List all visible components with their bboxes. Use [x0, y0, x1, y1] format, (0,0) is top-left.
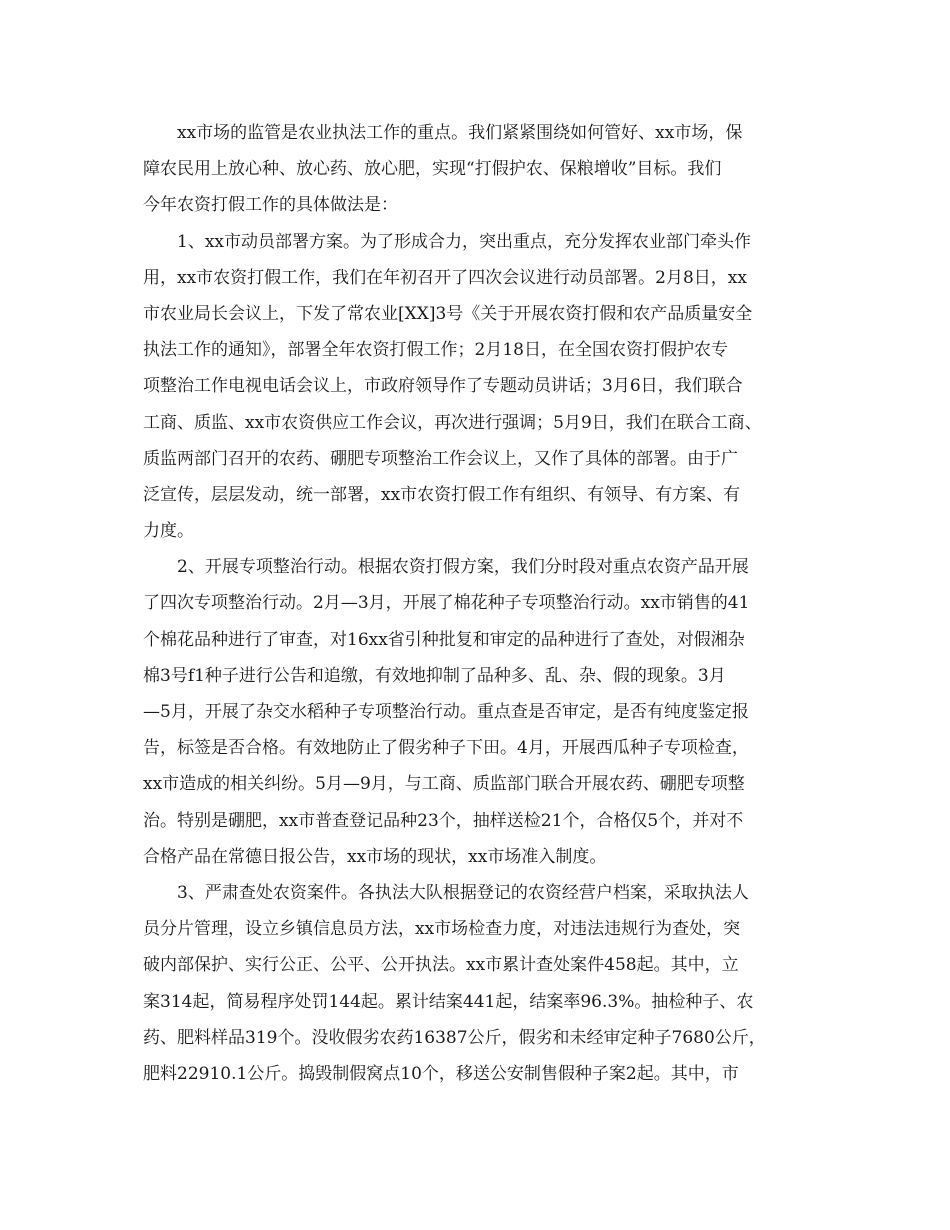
- paragraph-1-line-3: 今年农资打假工作的具体做法是：: [143, 195, 398, 216]
- paragraph-3-line-6: 告，标签是否合格。有效地防止了假劣种子下田。4月，开展西瓜种子专项检查，: [143, 738, 749, 759]
- paragraph-1-line-1: xx市场的监管是农业执法工作的重点。我们紧紧围绕如何管好、xx市场，保: [177, 123, 743, 143]
- paragraph-2-line-9: 力度。: [143, 521, 194, 542]
- paragraph-3-line-8: 治。特别是硼肥，xx市普查登记品种23个，抽样送检21个，合格仅5个，并对不: [143, 810, 744, 831]
- paragraph-2-line-8: 泛宣传，层层发动，统一部署，xx市农资打假工作有组织、有领导、有方案、有: [143, 484, 741, 505]
- paragraph-2-line-4: 执法工作的通知》，部署全年农资打假工作；2月18日，在全国农资打假护农专: [143, 340, 728, 361]
- paragraph-2-line-5: 项整治工作电视电话会议上，市政府领导作了专题动员讲话；3月6日，我们联合: [143, 376, 743, 397]
- paragraph-2-line-3: 市农业局长会议上，下发了常农业[XX]3号《关于开展农资打假和农产品质量安全: [143, 303, 753, 324]
- document-body: [143, 115, 823, 1092]
- paragraph-4-line-6: 肥料22910.1公斤。捣毁制假窝点10个，移送公安制售假种子案2起。其中，市: [143, 1063, 739, 1084]
- paragraph-3-line-5: —5月，开展了杂交水稻种子专项整治行动。重点查是否审定，是否有纯度鉴定报: [143, 702, 749, 722]
- paragraph-4-line-3: 破内部保护、实行公正、公平、公开执法。xx市累计查处案件458起。其中，立: [143, 955, 739, 976]
- paragraph-2-line-1: 1、xx市动员部署方案。为了形成合力，突出重点，充分发挥农业部门牵头作: [177, 231, 751, 252]
- paragraph-3-line-3: 个棉花品种进行了审查，对16xx省引种批复和审定的品种进行了查处，对假湘杂: [143, 629, 745, 650]
- paragraph-4-line-1: 3、严肃查处农资案件。各执法大队根据登记的农资经营户档案，采取执法人: [177, 882, 749, 903]
- paragraph-3-line-2: 了四次专项整治行动。2月—3月，开展了棉花种子专项整治行动。xx市销售的41: [143, 593, 750, 614]
- paragraph-4-line-4: 案314起，简易程序处罚144起。累计结案441起，结案率96.3%。抽检种子、农: [143, 991, 754, 1012]
- paragraph-3-line-9: 合格产品在常德日报公告，xx市场的现状，xx市场准入制度。: [143, 846, 607, 867]
- paragraph-3-line-7: xx市造成的相关纠纷。5月—9月，与工商、质监部门联合开展农药、硼肥专项整: [143, 774, 745, 795]
- paragraph-3-line-1: 2、开展专项整治行动。根据农资打假方案，我们分时段对重点农资产品开展: [177, 557, 749, 578]
- paragraph-4-line-5: 药、肥料样品319个。没收假劣农药16387公斤，假劣和未经审定种子7680公斤，: [143, 1027, 766, 1048]
- paragraph-1-line-2: 障农民用上放心种、放心药、放心肥，实现“打假护农、保粮增收”目标。我们: [143, 159, 722, 180]
- paragraph-3-line-4: 棉3号f1种子进行公告和追缴，有效地抑制了品种多、乱、杂、假的现象。3月: [143, 665, 726, 686]
- paragraph-4-line-2: 员分片管理，设立乡镇信息员方法，xx市场检查力度，对违法违规行为查处，突: [143, 919, 741, 940]
- paragraph-2-line-2: 用，xx市农资打假工作，我们在年初召开了四次会议进行动员部署。2月8日，xx: [143, 267, 747, 288]
- paragraph-2-line-7: 质监两部门召开的农药、硼肥专项整治工作会议上，又作了具体的部署。由于广: [143, 448, 738, 469]
- paragraph-2-line-6: 工商、质监、xx市农资供应工作会议，再次进行强调；5月9日，我们在联合工商、: [143, 412, 762, 433]
